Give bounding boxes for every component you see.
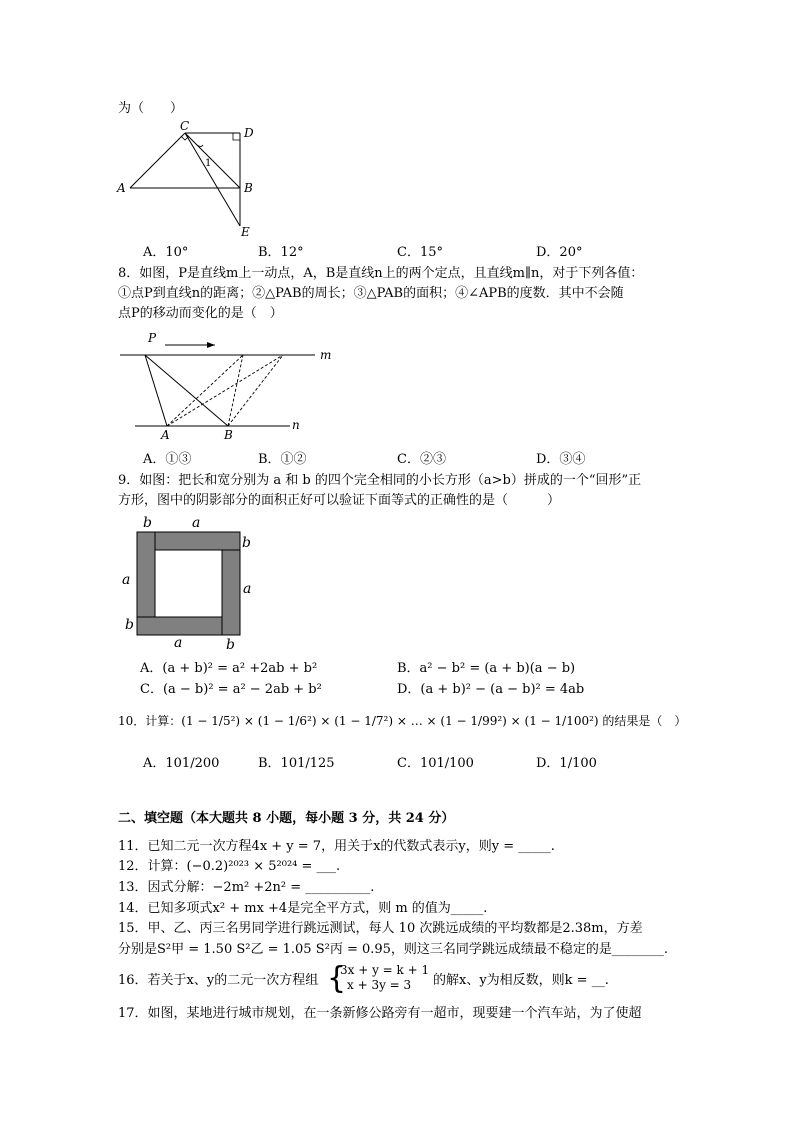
label-a-bottom: a [174, 635, 183, 651]
q15-line2: 分别是S²甲 = 1.50 S²乙 = 1.05 S²丙 = 0.95，则这三名同学跳远成绩最不稳定的是________. [118, 942, 669, 957]
label-E: E [241, 225, 250, 238]
q9-option-b[interactable]: B．a² − b² = (a + b)(a − b) [397, 661, 576, 676]
q7-option-c[interactable]: C．15° [397, 245, 443, 260]
label-A: A [161, 428, 170, 442]
label-P: P [148, 331, 157, 345]
label-b-tl: b [143, 515, 152, 531]
q9-option-a[interactable]: A．(a + b)² = a² +2ab + b² [140, 661, 318, 676]
q9-stem-line1: 9．如图：把长和宽分别为 a 和 b 的四个完全相同的小长方形（a>b）拼成的一个“回形”正 [118, 473, 642, 488]
label-n: n [292, 418, 300, 432]
q7-figure [115, 118, 265, 238]
q9-option-d[interactable]: D．(a + b)² − (a − b)² = 4ab [397, 682, 585, 697]
label-a-top: a [192, 515, 201, 531]
q8-stem-line3: 点P的移动而变化的是（ ） [118, 306, 283, 321]
label-D: D [244, 126, 254, 140]
q7-stem-tail: 为（ ） [118, 101, 184, 116]
q8-option-a[interactable]: A．①③ [143, 452, 192, 467]
label-b-tr: b [242, 535, 251, 551]
q16-suffix: 的解x、y为相反数，则k = __. [433, 973, 609, 988]
q9-figure [115, 512, 260, 657]
q10-option-d[interactable]: D．1/100 [536, 756, 597, 771]
q8-option-c[interactable]: C．②③ [397, 452, 446, 467]
q16-prefix: 16．若关于x、y的二元一次方程组 [118, 973, 319, 988]
q9-option-c[interactable]: C．(a − b)² = a² − 2ab + b² [140, 682, 322, 697]
label-B: B [244, 181, 253, 195]
q15-line1: 15．甲、乙、丙三名男同学进行跳远测试，每人 10 次跳远成绩的平均数都是2.38m，方差 [118, 921, 643, 936]
q7-option-b[interactable]: B．12° [258, 245, 304, 260]
q8-stem-line2: ①点P到直线n的距离；②△PAB的周长；③△PAB的面积；④∠APB的度数．其中不会随 [118, 286, 624, 301]
q10-option-a[interactable]: A．101/200 [143, 756, 220, 771]
q8-option-b[interactable]: B．①② [258, 452, 307, 467]
label-B: B [224, 428, 233, 442]
q7-option-d[interactable]: D．20° [536, 245, 583, 260]
q8-figure [115, 325, 345, 445]
q11: 11．已知二元一次方程4x + y = 7，用关于x的代数式表示y，则y = _____. [118, 839, 555, 854]
q16-eq2: x + 3y = 3 [347, 978, 412, 992]
q8-option-d[interactable]: D．③④ [536, 452, 586, 467]
section-heading: 二、填空题（本大题共 8 小题，每小题 3 分，共 24 分） [118, 811, 455, 826]
label-b-bl: b [125, 617, 134, 633]
q8-stem-line1: 8．如图，P是直线m上一动点，A，B是直线n上的两个定点，且直线m∥n，对于下列各值： [118, 266, 644, 281]
label-b-br: b [226, 637, 235, 653]
label-m: m [320, 348, 332, 362]
q17: 17．如图，某地进行城市规划，在一条新修公路旁有一超市，现要建一个汽车站，为了使超 [118, 1006, 642, 1021]
label-a-right: a [243, 581, 252, 597]
q7-option-a[interactable]: A．10° [143, 245, 189, 260]
q10-option-c[interactable]: C．101/100 [397, 756, 474, 771]
label-C: C [180, 119, 190, 133]
q12: 12．计算：(−0.2)²⁰²³ × 5²⁰²⁴ = ___. [118, 859, 341, 874]
q14: 14．已知多项式x² + mx +4是完全平方式，则 m 的值为_____. [118, 901, 488, 916]
label-A: A [117, 181, 126, 195]
q16-eq1: 3x + y = k + 1 [340, 963, 430, 977]
q9-stem-line2: 方形，图中的阴影部分的面积正好可以验证下面等式的正确性的是（ ） [118, 493, 561, 508]
q10-stem: 10．计算：(1 − 1/5²) × (1 − 1/6²) × (1 − 1/7²) × … × (1 − 1/99²) × (1 − 1/100²) 的结果是（ ） [118, 714, 687, 728]
label-a-left: a [122, 572, 131, 588]
q13: 13．因式分解：−2m² +2n² = __________. [118, 880, 375, 895]
label-angle-1: 1 [205, 158, 212, 169]
q10-option-b[interactable]: B．101/125 [258, 756, 335, 771]
q16-brace: { [327, 961, 347, 996]
